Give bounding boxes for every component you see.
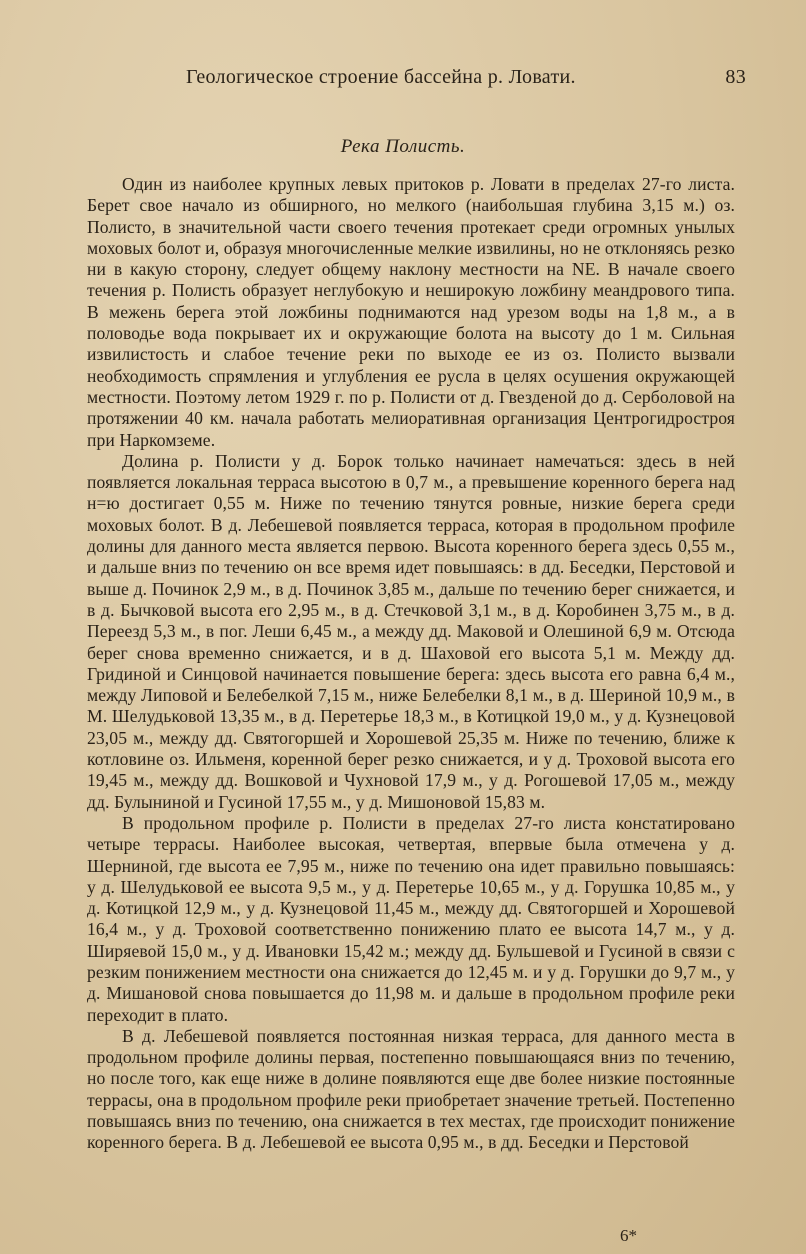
paragraph: Долина р. Полисти у д. Борок только начинает намечаться: здесь в ней появляется локальная терраса высотою в 0,7 м., а превышение коренного берега над н=ю достигает 0,55 м. Ниже по течению тянутся ровные, низкие берега среди моховых болот. В д. Лебешевой появляется терраса, которая в продольном профиле долины для данного места является первою. Высота коренного берега здесь 0,55 м., и дальше вниз по течению он все время идет повышаясь: в дд. Беседки, Перстовой и выше д. Починок 2,9 м., в д. Починок 3,85 м., дальше по течению берег снижается, и в д. Бычковой высота его 2,95 м., в д. Стечковой 3,1 м., в д. Коробинен 3,75 м., в д. Переезд 5,3 м., в пог. Леши 6,45 м., а между дд. Маковой и Олешиной 6,9 м. Отсюда берег снова временно снижается, и в д. Шаховой его высота 5,1 м. Между дд. Гридиной и Синцовой начинается повышение берега: здесь высота его равна 6,4 м., между Липовой и Белебелкой 7,15 м., ниже Белебелки 8,1 м., в д. Шериной 10,9 м., в М. Шелудьковой 13,35 м., в д. Перетерье 18,3 м., в Котицкой 19,0 м., у д. Кузнецовой 23,05 м., между дд. Святогоршей и Хорошевой 25,35 м. Ниже по течению, ближе к котловине оз. Ильменя, коренной берег резко снижается, и у д. Троховой высота его 19,45 м., между дд. Вошковой и Чухновой 17,9 м., у д. Рогошевой 17,05 м., между дд. Булыниной и Гусиной 17,55 м., у д. Мишоновой 15,83 м. — [87, 450, 735, 812]
body-text — [87, 174, 735, 1154]
paragraph: В продольном профиле р. Полисти в пределах 27-го листа констатировано четыре террасы. Наиболее высокая, четвертая, впервые была отмечена у д. Шерниной, где высота ее 7,95 м., ниже по течению она идет правильно повышаясь: у д. Шелудьковой ее высота 9,5 м., у д. Перетерье 10,65 м., у д. Горушка 10,85 м., у д. Котицкой 12,9 м., у д. Кузнецовой 11,45 м., между дд. Святогоршей и Хорошевой 16,4 м., у д. Троховой соответственно понижению плато ее высота 14,7 м., у д. Ширяевой 15,0 м., у д. Ивановки 15,42 м.; между дд. Бульшевой и Гусиной в связи с резким понижением местности она снижается до 12,45 м. и у д. Горушки до 9,7 м., у д. Мишановой снова повышается до 11,98 м. и дальше в продольном профиле реки переходит в плато. — [87, 812, 735, 1025]
paragraph: В д. Лебешевой появляется постоянная низкая терраса, для данного места в продольном профиле долины первая, постепенно повышающаяся вниз по течению, но после того, как еще ниже в долине появляются еще две более низкие постоянные террасы, она в продольном профиле реки приобретает значение третьей. Постепенно повышаясь вниз по течению, она снижается в тех местах, где происходит понижение коренного берега. В д. Лебешевой ее высота 0,95 м., в дд. Беседки и Перстовой — [87, 1025, 735, 1153]
signature-mark: 6* — [620, 1226, 637, 1245]
page-number: 83 — [725, 66, 746, 88]
running-header — [186, 66, 746, 96]
paragraph: Один из наиболее крупных левых притоков р. Ловати в пределах 27-го листа. Берет свое начало из обширного, но мелкого (наибольшая глубина 3,15 м.) оз. Полисто, в значительной части своего течения протекает среди огромных унылых моховых болот и, образуя многочисленные мелкие извилины, но не отклоняясь резко ни в какую сторону, следует общему наклону местности на NE. В начале своего течения р. Полисть образует неглубокую и неширокую ложбину меандрового типа. В межень берега этой ложбины поднимаются над урезом воды на 1,8 м., а в половодье вода покрывает их и окружающие болота на высоту до 1 м. Сильная извилистость и слабое течение реки по выходе ее из оз. Полисто вызвали необходимость спрямления и углубления ее русла в целях осушения окружающей местности. Поэтому летом 1929 г. по р. Полисти от д. Гвезденой до д. Серболовой на протяжении 40 км. начала работать мелиоративная организация Центрогидростроя при Наркомземе. — [87, 174, 735, 450]
running-title: Геологическое строение бассейна р. Ловати. — [186, 66, 576, 88]
section-title: Река Полисть. — [340, 136, 466, 157]
